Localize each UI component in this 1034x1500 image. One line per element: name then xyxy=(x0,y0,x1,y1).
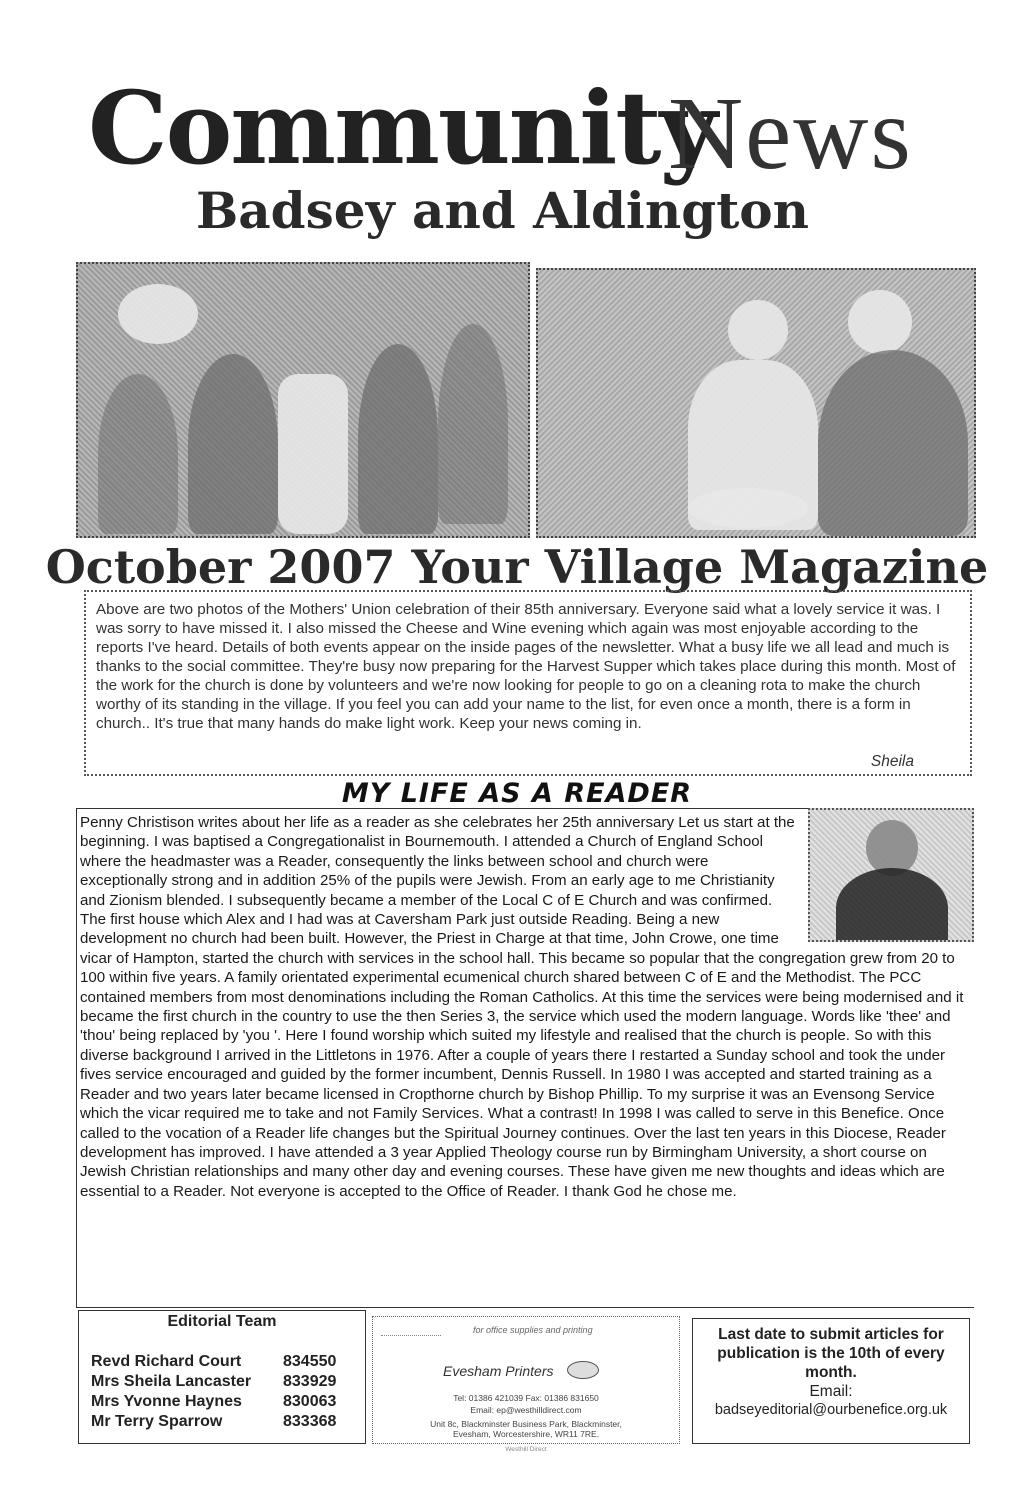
photo-face xyxy=(848,290,912,354)
editor-intro-box xyxy=(84,590,972,776)
printer-email: Email: ep@westhilldirect.com xyxy=(470,1405,582,1415)
article-paragraph: Penny Christison writes about her life as a reader as she celebrates her 25th anniversary Let us start at the beginning. I was baptised a Congregationalist in Bournemouth. I attended a Church of England School where the headmaster was a Reader, consequently the links between school and church were exceptionally strong and in addition 25% of the pupils were Jewish. From an early age to me Christianity and Zionism blended. I subsequently became a member of the Local C of E Church and was confirmed. xyxy=(80,814,795,909)
printer-address-line: Evesham, Worcestershire, WR11 7RE. xyxy=(452,1429,600,1439)
editor-signature: Sheila xyxy=(870,753,914,770)
photo-face xyxy=(728,300,788,360)
printer-logo-scribble xyxy=(381,1321,441,1336)
member-phone: 830063 xyxy=(283,1393,337,1410)
printer-footnote: Westhill Direct xyxy=(505,1446,547,1453)
printer-name: Evesham Printers xyxy=(443,1363,554,1379)
member-name: Mrs Yvonne Haynes xyxy=(91,1393,242,1410)
editorial-member xyxy=(91,1373,336,1391)
masthead xyxy=(0,69,1034,248)
deadline-box xyxy=(692,1318,970,1444)
photo-cake xyxy=(688,488,808,528)
member-name: Mrs Sheila Lancaster xyxy=(91,1373,252,1390)
member-name: Mr Terry Sparrow xyxy=(91,1413,223,1430)
printer-logo-icon xyxy=(567,1361,599,1379)
photo-figure xyxy=(188,354,278,534)
member-phone: 834550 xyxy=(283,1353,337,1370)
photo-spacer xyxy=(798,813,970,941)
deadline-email-label: Email: xyxy=(809,1383,853,1400)
member-phone: 833929 xyxy=(283,1373,337,1390)
photo-figure xyxy=(278,374,348,534)
photo-figure xyxy=(358,344,438,534)
article-paragraph: The first house which Alex and I had was at Caversham Park just outside Reading. Being a new development no church had been built. However, the Priest in Charge at that time, John Crowe, one time vicar of Hampton, started the church with services in the school hall. This became so popular that the congregation grew from 20 to 100 within five years. A family orientated experimental ecumenical church shared between C of E and the Methodist. The PCC contained members from most denominations including the Roman Catholics. At this time the services were being modernised and it became the first church in the country to use the then Series 3, the service which used the modern language. Words like 'thee' and 'thou' being replaced by 'you '. Here I found worship which suited my lifestyle and realised that the church is people. So with this diverse background I arrived in the Littletons in 1976. After a couple of years there I restarted a Sunday school and took the under fives service encouraged and guided by the former incumbent, Dennis Russell. In 1980 I was accepted and started training as a Reader and two years later became licensed in Cropthorne church by Bishop Phillip. To my surprise it was an Evensong Service which the vicar required me to take and not Family Services. What a contrast! In 1998 I was called to serve in this Benefice. Once called to the vocation of a Reader life changes but the Spiritual Journey continues. Over the last ten years in this Diocese, Reader development has improved. I have attended a 3 year Applied Theology course run by Birmingham University, a short course on Jewish Christian relationships and many other day and evening courses. These have given me new thoughts and ideas which are essential to a Reader. Not everyone is accepted to the Office of Reader. I thank God he chose me. xyxy=(80,911,964,1200)
editorial-team-title: Editorial Team xyxy=(167,1313,277,1330)
editor-intro-text: Above are two photos of the Mothers' Union celebration of their 85th anniversary. Everyone said what a lovely service it was. I was sorry to have missed it. I also missed the Cheese and Wine evening which again was most enjoyable according to the reports I've heard. Details of both events appear on the inside pages of the newsletter. What a busy life we all lead and much is thanks to the social committee. They're busy now preparing for the Harvest Supper which takes place during this month. Most of the work for the church is done by volunteers and we're now looking for people to go on a cleaning rota to make the church worthy of its standing in the village. If you feel you can add your name to the list, for even once a month, there is a form in church.. It's true that many hands do make light work. Keep your news coming in. xyxy=(96,601,956,732)
printer-advert xyxy=(372,1316,680,1453)
photo-figure xyxy=(98,374,178,534)
issue-line: October 2007 Your Village Magazine xyxy=(45,540,989,594)
editorial-member xyxy=(91,1353,336,1371)
editorial-team-box xyxy=(78,1310,366,1444)
printer-address-line: Unit 8c, Blackminster Business Park, Blackminster, xyxy=(430,1419,622,1429)
two-women-cake-photo xyxy=(536,268,976,538)
article-heading: MY LIFE AS A READER xyxy=(341,778,693,809)
photo-figure xyxy=(818,350,968,536)
editorial-member xyxy=(91,1393,336,1411)
deadline-text: Last date to submit articles for publication is the 10th of every month. xyxy=(717,1326,945,1381)
photo-figure xyxy=(438,324,508,524)
masthead-subtitle: Badsey and Aldington xyxy=(196,181,810,240)
printer-phone: Tel: 01386 421039 Fax: 01386 831650 xyxy=(453,1393,599,1403)
masthead-title-news: News xyxy=(668,76,913,191)
masthead-title-community: Community xyxy=(88,69,716,187)
mothers-union-group-photo xyxy=(76,262,530,538)
photo-highlight xyxy=(118,284,198,344)
article-body xyxy=(80,813,970,1201)
member-name: Revd Richard Court xyxy=(91,1353,242,1370)
editorial-member xyxy=(91,1413,336,1431)
printer-tagline: for office supplies and printing xyxy=(473,1325,593,1335)
member-phone: 833368 xyxy=(283,1413,337,1430)
deadline-email[interactable]: badseyeditorial@ourbenefice.org.uk xyxy=(714,1402,948,1418)
